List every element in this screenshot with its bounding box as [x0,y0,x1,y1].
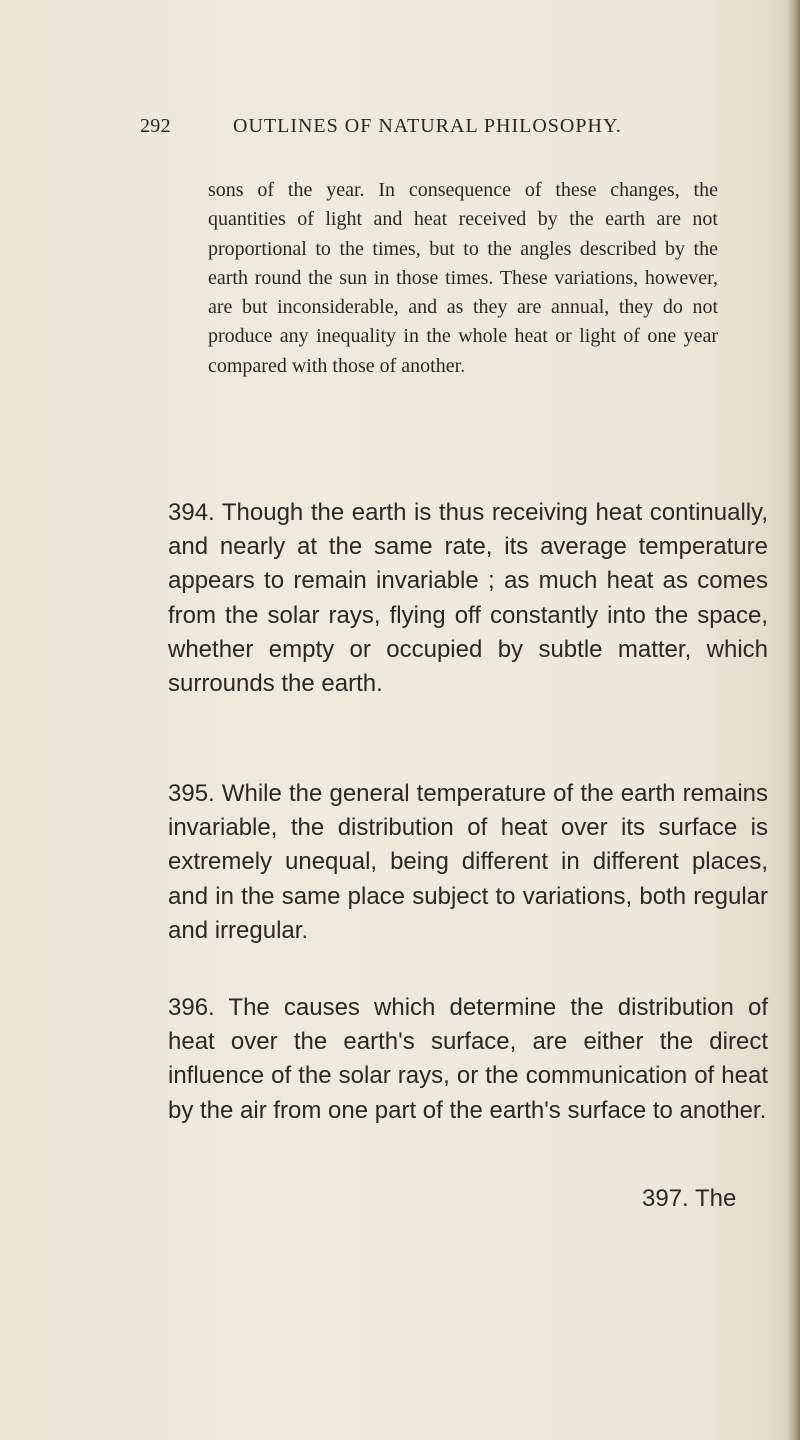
section-number: 394. [168,499,215,526]
page-edge-shadow [786,0,800,1440]
page-header [140,115,700,145]
continuation-text: sons of the year. In consequence of these changes, the quantities of light and heat received by the earth are not proportional to the times, but to the angles described by the earth round the sun in those times. These variations, however, are but inconsiderable, and as they are annual, they do not produce any inequality in the whole heat or light of one year compared with those of another. [208,179,718,377]
continuation-paragraph [208,176,718,381]
section-text: The causes which determine the distribution of heat over the earth's surface, are either the direct influence of the solar rays, or the communication of heat by the air from one part of the earth's surface to another. [168,994,769,1124]
section-text: Though the earth is thus receiving heat continually, and nearly at the same rate, its average temperature appears to remain invariable ; as much heat as comes from the solar rays, flying off constantly into the space, whether empty or occupied by subtle matter, which surrounds the earth. [168,499,769,698]
section-number: 396. [168,994,215,1021]
section-394-paragraph [168,496,768,701]
section-396 [168,991,768,1128]
section-395-paragraph [168,777,768,948]
section-text: While the general temperature of the earth remains invariable, the distribution of heat over its surface is extremely unequal, being different in different places, and in the same place subject to variations, both regular and irregular. [168,780,768,944]
page-number: 292 [140,115,171,137]
catchword: 397. The [642,1185,737,1212]
section-number: 395. [168,780,215,807]
section-394 [168,496,768,701]
section-395 [168,777,768,948]
running-title: OUTLINES OF NATURAL PHILOSOPHY. [233,115,622,137]
section-396-paragraph [168,991,768,1128]
